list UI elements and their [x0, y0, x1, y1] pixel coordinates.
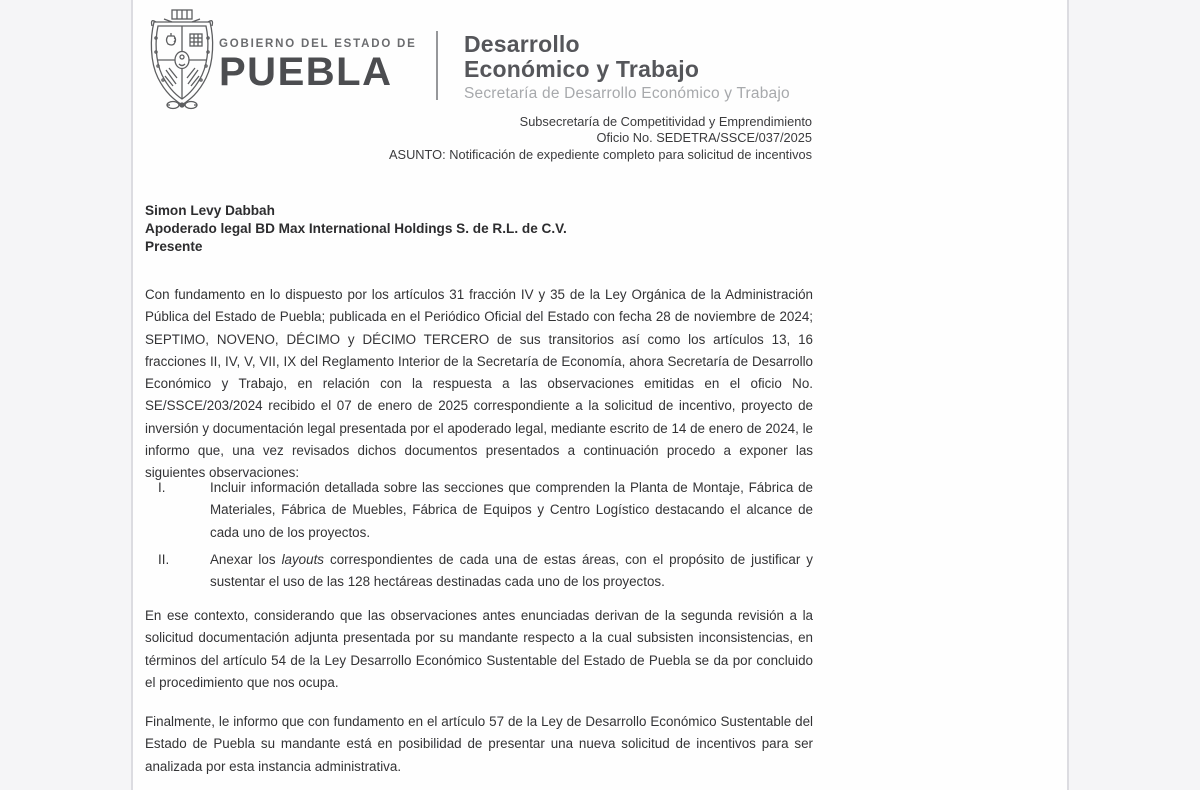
addressee-block — [145, 202, 567, 256]
list-item-1-numeral: I. — [158, 480, 166, 495]
list-item-2-text — [210, 549, 813, 594]
scan-gutter-right — [1067, 0, 1200, 790]
reference-block — [360, 114, 812, 163]
scan-bottom-strip — [0, 790, 1200, 800]
addressee-name: Simon Levy Dabbah — [145, 203, 275, 218]
header-divider — [436, 31, 438, 100]
paragraph-intro: Con fundamento en lo dispuesto por los artículos 31 fracción IV y 35 de la Ley Orgánica de la Administración Pública del Estado de Puebla; publicada en el Periódico Oficial del Estado con fecha 28 de noviembre de 2024; SEPTIMO, NOVENO, DÉCIMO y DÉCIMO TERCERO de sus transitorios así como los artículos 13, 16 fracciones II, IV, V, VII, IX del Reglamento Interior de la Secretaría de Economía, ahora Secretaría de Desarrollo Económico y Trabajo, en relación con la respuesta a las observaciones emitidas en el oficio No. SE/SSCE/203/2024 recibido el 07 de enero de 2025 correspondiente a la solicitud de incentivo, proyecto de inversión y documentación legal presentada por el apoderado legal, mediante escrito de 14 de enero de 2024, le informo que, una vez revisados dichos documentos presentados a continuación procedo a exponer las siguientes observaciones: — [145, 287, 813, 481]
list-item-2-text-italic: layouts — [281, 552, 324, 567]
department-subtitle: Secretaría de Desarrollo Económico y Trabajo — [464, 85, 790, 102]
list-item-2-text-post: correspondientes de cada una de estas áreas, con el propósito de justificar y sustentar el uso de las 128 hectáreas destinadas cada uno de los proyectos. — [210, 552, 813, 590]
list-item-2-text-pre: Anexar los — [210, 552, 282, 567]
government-brand — [219, 38, 417, 92]
addressee-salutation: Presente — [145, 239, 203, 254]
addressee-title: Apoderado legal BD Max International Holdings S. de R.L. de C.V. — [145, 221, 567, 236]
department-title-line1: Desarrollo — [464, 31, 580, 57]
department-title — [464, 32, 790, 103]
reference-asunto: ASUNTO: Notificación de expediente completo para solicitud de incentivos — [389, 146, 812, 162]
brand-name-label: PUEBLA — [219, 50, 393, 94]
list-item-1-text: Incluir información detallada sobre las secciones que comprenden la Planta de Montaje, Fábrica de Materiales, Fábrica de Muebles, Fábrica de Equipos y Centro Logístico destacando el alcance de cada uno de los proyectos. — [210, 480, 813, 540]
list-item-2 — [158, 549, 813, 594]
paragraph-final: Finalmente, le informo que con fundamento en el artículo 57 de la Ley de Desarrollo Económico Sustentable del Estado de Puebla su mandante está en posibilidad de presentar una nueva solicitud de incentivos para ser analizada por esta instancia administrativa. — [145, 714, 813, 774]
brand-top-label: GOBIERNO DEL ESTADO DE — [219, 38, 417, 50]
paragraph-context: En ese contexto, considerando que las observaciones antes enunciadas derivan de la segunda revisión a la solicitud documentación adjunta presentada por su mandante respecto a la cual subsisten inconsistencias, en términos del artículo 54 de la Ley Desarrollo Económico Sustentable del Estado de Puebla se da por concluido el procedimiento que nos ocupa. — [145, 608, 813, 690]
list-item-1 — [158, 477, 813, 544]
puebla-coat-of-arms-logo — [142, 8, 222, 110]
list-item-2-numeral: II. — [158, 552, 170, 567]
reference-subsecretaria: Subsecretaría de Competitividad y Emprendimiento — [519, 114, 812, 129]
department-title-line2: Económico y Trabajo — [464, 56, 700, 82]
scan-gutter-left — [0, 0, 133, 790]
reference-oficio-number: Oficio No. SEDETRA/SSCE/037/2025 — [596, 130, 812, 146]
